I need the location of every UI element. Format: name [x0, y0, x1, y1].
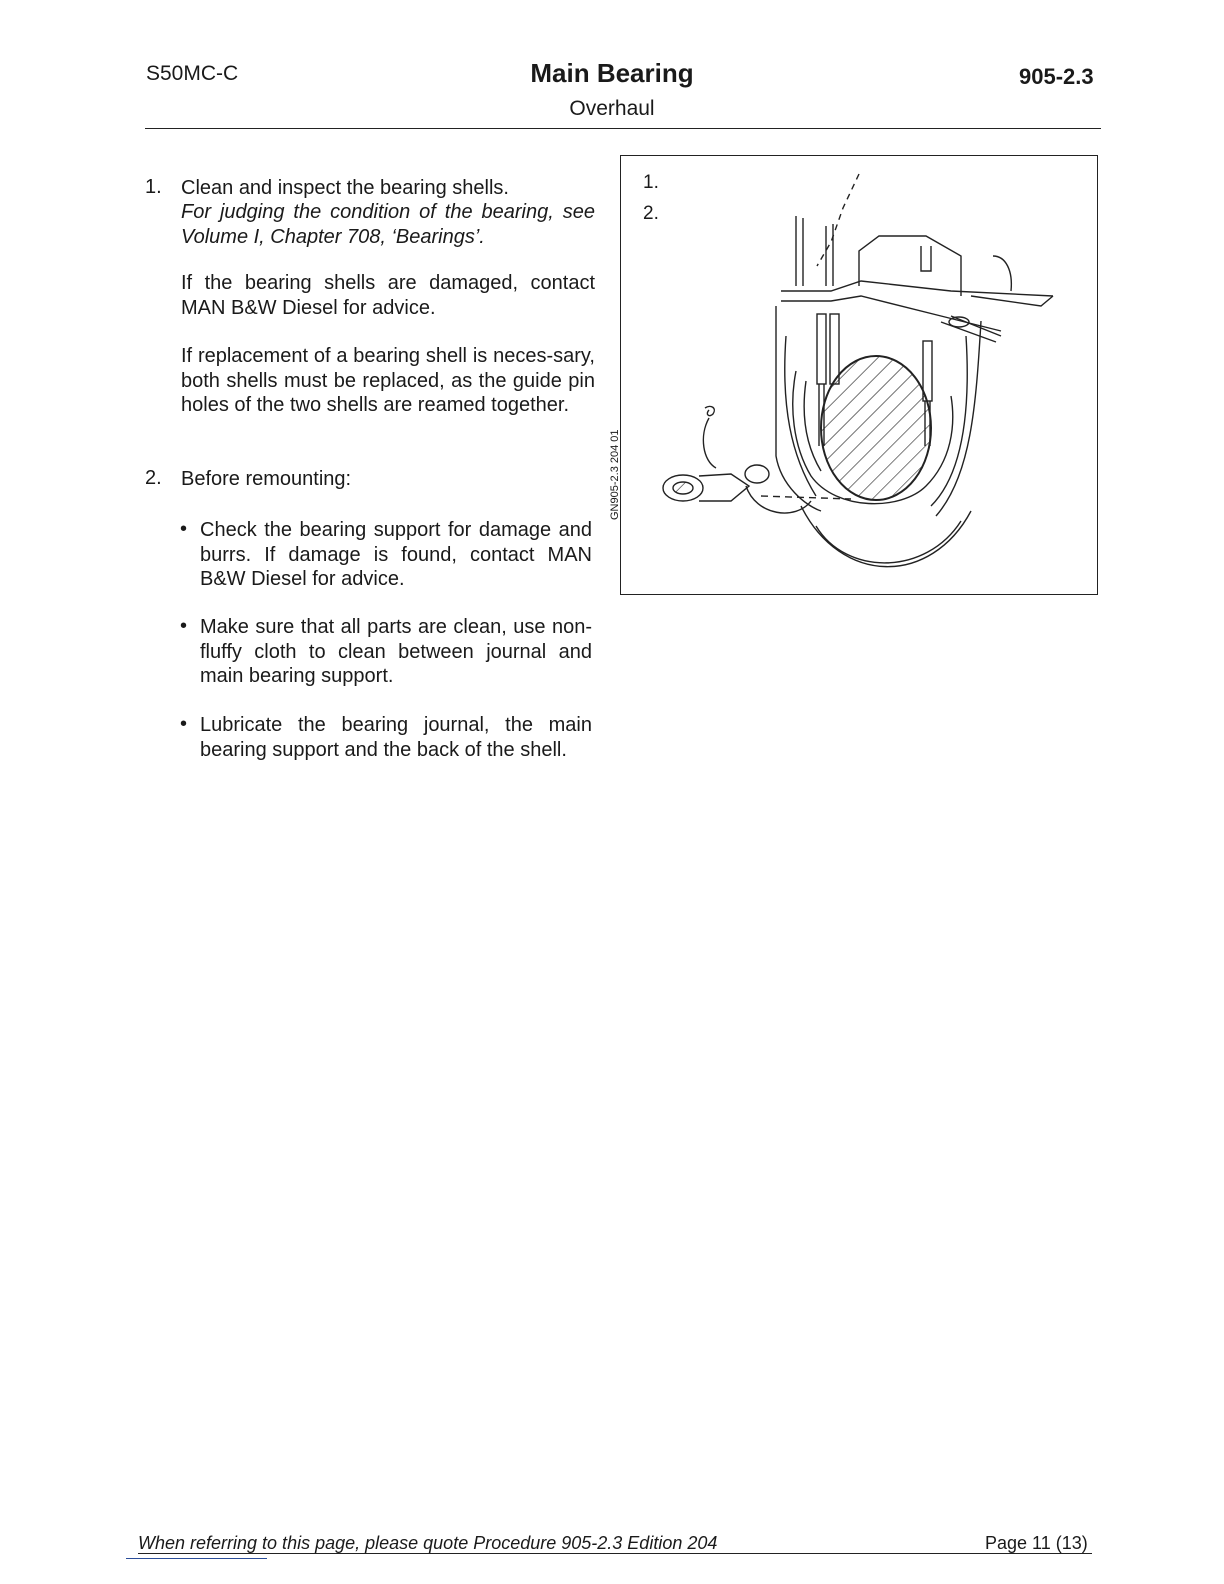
step-2-text: Before remounting:: [181, 468, 352, 490]
bearing-drawing: [621, 156, 1099, 596]
step-2-bullet-3: Lubricate the bearing journal, the main bearing support and the back of the shell.: [200, 714, 592, 761]
step-1-text: Clean and inspect the bearing shells.: [181, 177, 509, 199]
step-2-bullet-1: Check the bearing support for damage and burrs. If damage is found, contact MAN B&W Diesel for advice.: [200, 519, 592, 590]
figure-label-2: 2.: [643, 203, 659, 224]
procedure-number: 905-2.3: [1019, 64, 1094, 89]
step-1-number: 1.: [145, 176, 162, 198]
footer-reference-note: When referring to this page, please quote Procedure 905-2.3 Edition 204: [138, 1533, 718, 1553]
figure-label-1: 1.: [643, 172, 659, 193]
engine-model: S50MC-C: [146, 62, 239, 85]
footer-rule: [138, 1553, 1092, 1554]
figure-code: GN905-2.3 204 01: [609, 429, 621, 520]
step-2-number: 2.: [145, 467, 162, 489]
page-subtitle: Overhaul: [569, 97, 655, 120]
step-1-damage-paragraph: If the bearing shells are damaged, contact MAN B&W Diesel for advice.: [181, 272, 595, 319]
bullet-icon: •: [180, 615, 188, 637]
page-title: Main Bearing: [530, 58, 694, 88]
page-number: Page 11 (13): [985, 1533, 1088, 1553]
header-rule: [145, 128, 1101, 129]
bullet-icon: •: [180, 713, 188, 735]
footer-accent-line: [126, 1558, 267, 1559]
step-1-replacement-paragraph: If replacement of a bearing shell is neces-sary, both shells must be replaced, as the guide pin holes of the two shells are reamed together.: [181, 345, 595, 416]
bullet-icon: •: [180, 518, 188, 540]
step-1-reference-note: For judging the condition of the bearing, see Volume I, Chapter 708, ‘Bearings’.: [181, 201, 595, 248]
step-2-bullet-2: Make sure that all parts are clean, use non-fluffy cloth to clean between journal and main bearing support.: [200, 616, 592, 687]
bearing-illustration: [620, 155, 1098, 595]
